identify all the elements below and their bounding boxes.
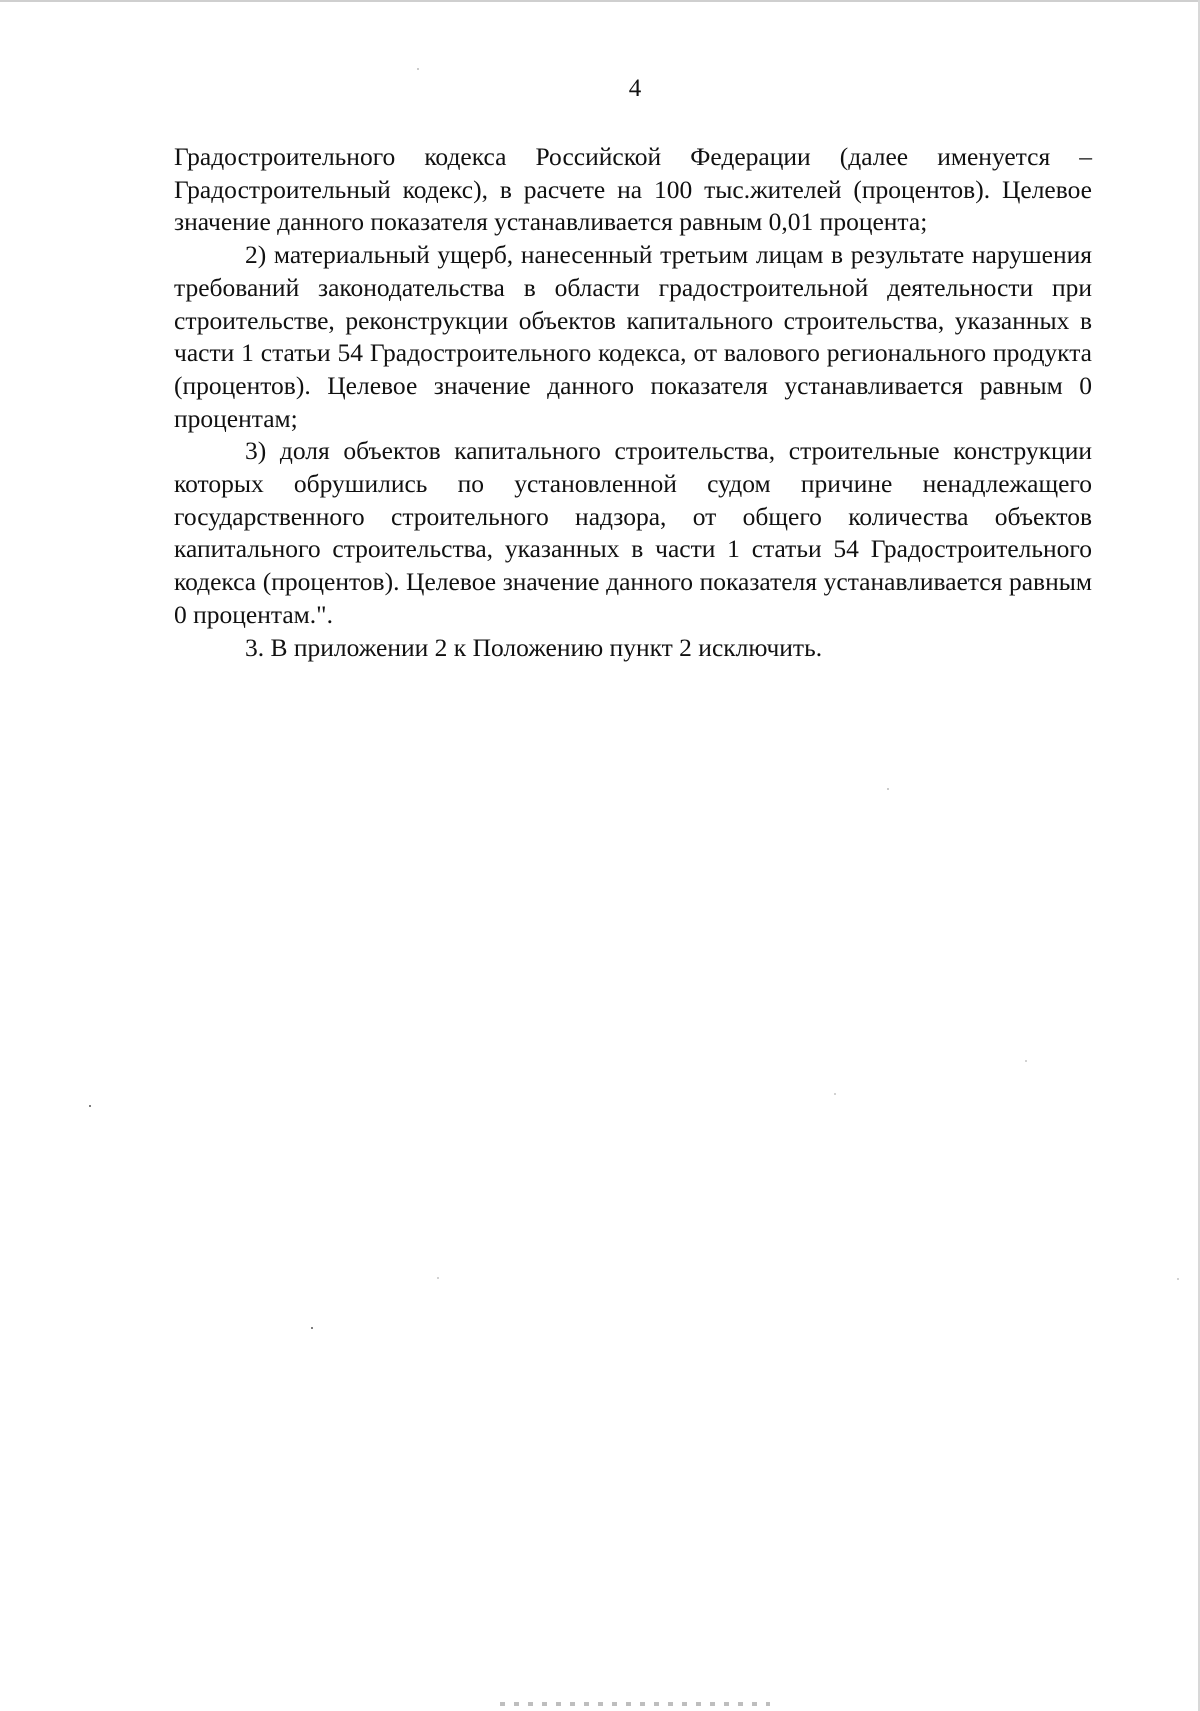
paragraph-item-3: 3) доля объектов капитального строительства, строительные конструкции которых обрушились по установленной судом причине ненадлежащего государственного строительного надзора, от общего количества объектов капитального строительства, указанных в части 1 статьи 54 Градостроительного кодекса (процентов). Целевое значение данного показателя устанавливается равным 0 процентам.". [174, 436, 1092, 629]
scan-speck [887, 788, 889, 790]
scan-speck [1025, 1060, 1027, 1062]
paragraph-appendix-note: 3. В приложении 2 к Положению пункт 2 исключить. [245, 632, 823, 662]
scan-speck [1177, 1278, 1179, 1280]
scan-edge-top [0, 0, 1200, 2]
paragraph-intro-continued: Градостроительного кодекса Российской Федерации (далее именуется – Градостроительный кодекс), в расчете на 100 тыс.жителей (процентов). Целевое значение данного показателя устанавливается равным 0,01 процента; [174, 142, 1092, 237]
scan-speck [89, 1105, 91, 1107]
scan-speck [311, 1327, 313, 1329]
scan-speck [417, 68, 419, 70]
scan-bottom-noise [500, 1702, 770, 1706]
scan-speck [437, 1277, 439, 1279]
scan-speck [834, 1093, 836, 1095]
document-body [174, 141, 1092, 664]
paragraph-item-2: 2) материальный ущерб, нанесенный третьим лицам в результате нарушения требований законодательства в области градостроительной деятельности при строительстве, реконструкции объектов капитального строительства, указанных в части 1 статьи 54 Градостроительного кодекса, от валового регионального продукта (процентов). Целевое значение данного показателя устанавливается равным 0 процентам; [174, 240, 1092, 433]
page-number: 4 [628, 75, 642, 102]
